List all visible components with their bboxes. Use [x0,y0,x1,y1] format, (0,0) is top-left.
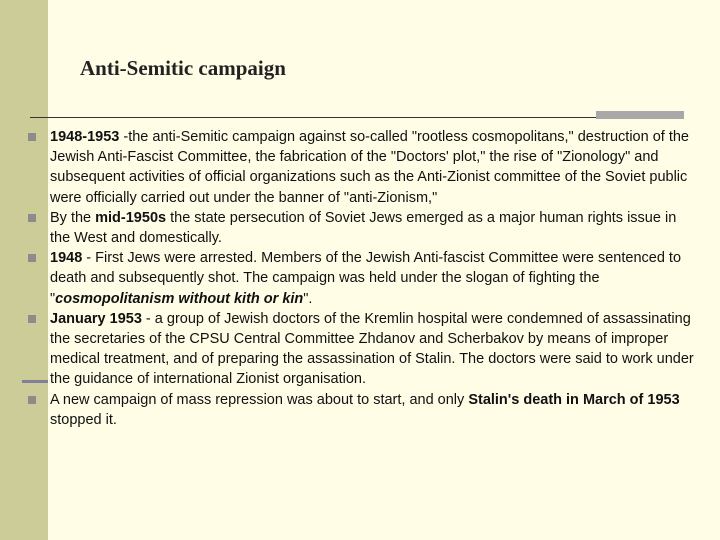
bullet-text: - a group of Jewish doctors of the Kremlin hospital were condemned of assassinating the secretaries of the CPSU Central Committee Zhdanov and Scherbakov by means of improper medical treatment, and of preparing the assassination of Stalin. The doctors were said to work under the guidance of international Zionist organisation. [50,310,694,388]
bullet-item-january-1953 [27,309,699,390]
bullet-item-mid-1950s [27,208,699,248]
bullet-text: the state persecution of Soviet Jews emerged as a major human rights issue in the West and domestically. [50,209,677,247]
bullet-emphasis: Stalin's death in March of 1953 [468,391,680,408]
bullet-item-1948 [27,248,699,309]
bullet-lead: 1948-1953 [50,129,120,145]
bullet-item-1948-1953 [27,127,699,208]
bullet-lead: mid-1950s [95,209,167,226]
square-bullet-icon [28,133,36,141]
bullet-list [27,127,699,430]
bullet-text: A new campaign of mass repression was about to start, and only [50,391,469,408]
bullet-lead: 1948 [50,250,83,267]
bullet-end: stopped it. [50,411,117,428]
square-bullet-icon [28,254,36,262]
title-divider-accent [596,111,684,119]
bullet-pre: By the [50,209,96,226]
square-bullet-icon [28,315,36,323]
bullet-emphasis: cosmopolitanism without kith or kin [55,290,304,307]
bullet-item-new-campaign [27,390,699,430]
square-bullet-icon [28,396,36,404]
bullet-text: -the anti-Semitic campaign against so-called "rootless cosmopolitans," destruction of the Jewish Anti-Fascist Committee, the fabrication of the "Doctors' plot," the rise of "Zionology" and subsequent activities of official organizations such as the Anti-Zionist committee of the Soviet public were officially carried out under the banner of "anti-Zionism," [50,129,689,206]
bullet-lead: January 1953 [50,310,142,327]
title-divider [30,117,682,118]
bullet-end: ". [303,290,313,307]
bullet-text: - First Jews were arrested. Members of the Jewish Anti-fascist Committee were sentenced to death and subsequently shot. The campaign was held under the slogan of fighting the " [50,250,682,307]
square-bullet-icon [28,214,36,222]
slide-title: Anti-Semitic campaign [80,56,286,80]
